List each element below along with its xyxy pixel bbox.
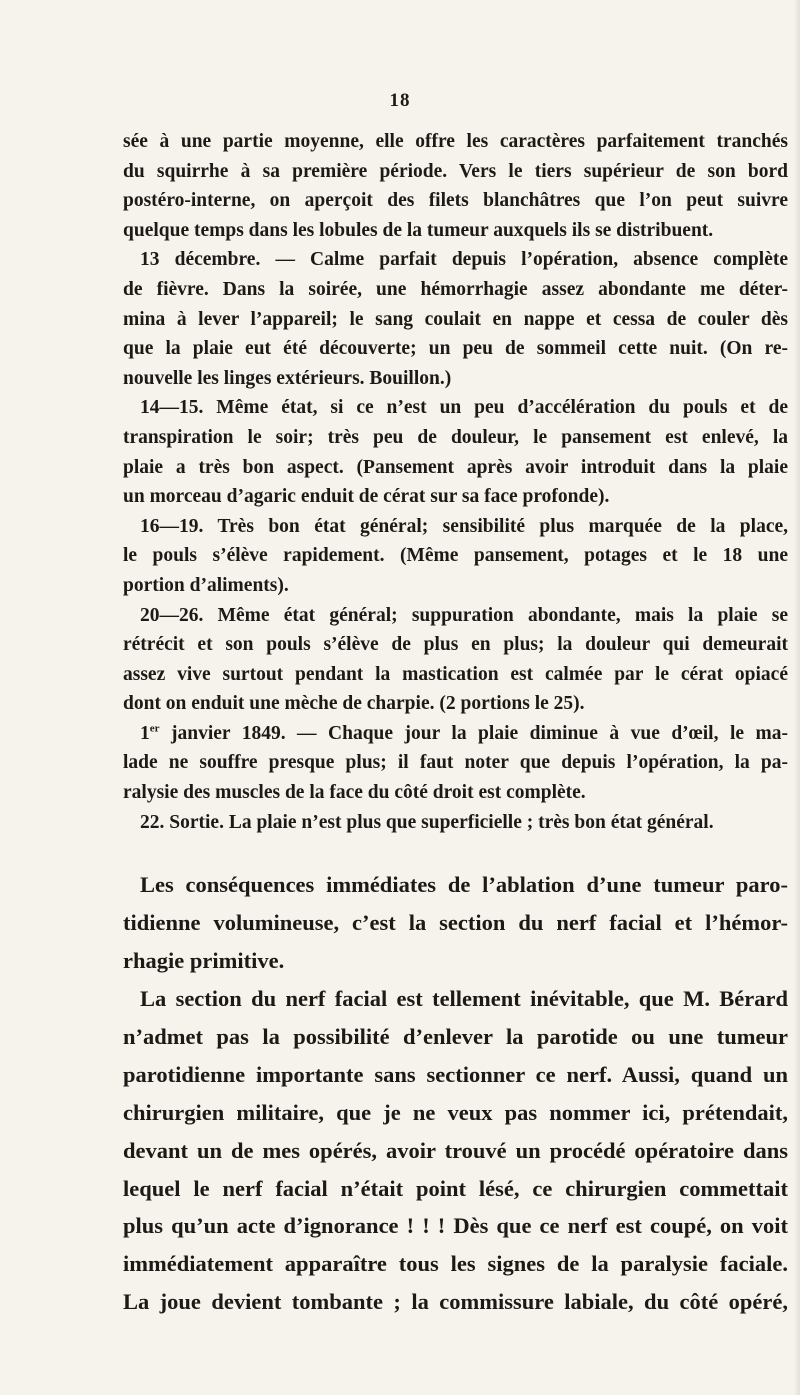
text-line-rest: janvier 1849. — Chaque jour la plaie diminue à vue d’œil, le ma- — [159, 722, 788, 744]
text-line: lade ne souffre presque plus; il faut noter que depuis l’opération, la pa- — [123, 752, 788, 774]
text-line: immédiatement apparaître tous les signes de la paralysie faciale. — [123, 1251, 788, 1277]
text-line: quelque temps dans les lobules de la tumeur auxquels ils se distribuent. — [123, 219, 714, 241]
text-line: portion d’aliments). — [123, 574, 289, 596]
date-day: 1 — [140, 722, 150, 744]
page-edge-shadow — [794, 0, 800, 1395]
text-line: 22. Sortie. La plaie n’est plus que superficielle ; très bon état général. — [140, 811, 714, 833]
case-notes-section — [123, 127, 788, 837]
text-line: sée à une partie moyenne, elle offre les caractères parfaitement tranchés — [123, 131, 788, 152]
text-line: lequel le nerf facial n’était point lésé, ce chirurgien commettait — [123, 1175, 788, 1201]
text-line: du squirrhe à sa première période. Vers le tiers supérieur de son bord — [123, 160, 788, 182]
text-line: nouvelle les linges extérieurs. Bouillon.) — [123, 367, 452, 389]
text-line: postéro-interne, on aperçoit des filets blanchâtres que l’on peut suivre — [123, 190, 788, 212]
text-line: 14—15. Même état, si ce n’est un peu d’accélération du pouls et de — [140, 397, 788, 419]
text-line: assez vive surtout pendant la mastication est calmée par le cérat opiacé — [123, 663, 788, 685]
page-number: 18 — [389, 90, 411, 111]
text-line: La joue devient tombante ; la commissure labiale, du côté opéré, — [123, 1289, 788, 1315]
text-line: ralysie des muscles de la face du côté droit est complète. — [123, 782, 586, 804]
text-line: plus qu’un acte d’ignorance ! ! ! Dès que ce nerf est coupé, on voit — [123, 1213, 788, 1239]
text-line: 20—26. Même état général; suppuration abondante, mais la plaie se — [140, 604, 788, 626]
ordinal-suffix: er — [149, 722, 160, 735]
main-text-section — [123, 866, 788, 1321]
text-line: La section du nerf facial est tellement inévitable, que M. Bérard — [140, 985, 788, 1011]
text-line: n’admet pas la possibilité d’enlever la parotide ou une tumeur — [123, 1023, 788, 1049]
text-line: dont on enduit une mèche de charpie. (2 portions le 25). — [123, 693, 585, 715]
text-line: 13 décembre. — Calme parfait depuis l’opération, absence complète — [140, 249, 788, 271]
text-line: chirurgien militaire, que je ne veux pas nommer ici, prétendait, — [123, 1099, 788, 1125]
text-line: devant un de mes opérés, avoir trouvé un procédé opératoire dans — [123, 1137, 788, 1163]
text-line: le pouls s’élève rapidement. (Même pansement, potages et le 18 une — [123, 545, 788, 567]
text-line: rétrécit et son pouls s’élève de plus en plus; la douleur qui demeurait — [123, 634, 788, 656]
text-line: de fièvre. Dans la soirée, une hémorrhagie assez abondante me déter- — [123, 278, 788, 300]
body-text — [123, 127, 788, 1321]
text-line: tidienne volumineuse, c’est la section du nerf facial et l’hémor- — [123, 910, 788, 936]
text-line — [123, 719, 788, 749]
text-line: mina à lever l’appareil; le sang coulait en nappe et cessa de couler dès — [123, 308, 788, 330]
text-line: 16—19. Très bon état général; sensibilité plus marquée de la place, — [140, 515, 788, 537]
text-line: parotidienne importante sans sectionner ce nerf. Aussi, quand un — [123, 1061, 788, 1087]
text-line: que la plaie eut été découverte; un peu de sommeil cette nuit. (On re- — [123, 338, 788, 360]
text-line: rhagie primitive. — [123, 948, 285, 974]
text-line: un morceau d’agaric enduit de cérat sur sa face profonde). — [123, 486, 610, 508]
text-line: transpiration le soir; très peu de douleur, le pansement est enlevé, la — [123, 426, 788, 448]
text-line: plaie a très bon aspect. (Pansement après avoir introduit dans la plaie — [123, 456, 788, 478]
text-line: Les conséquences immédiates de l’ablation d’une tumeur paro- — [140, 872, 788, 898]
